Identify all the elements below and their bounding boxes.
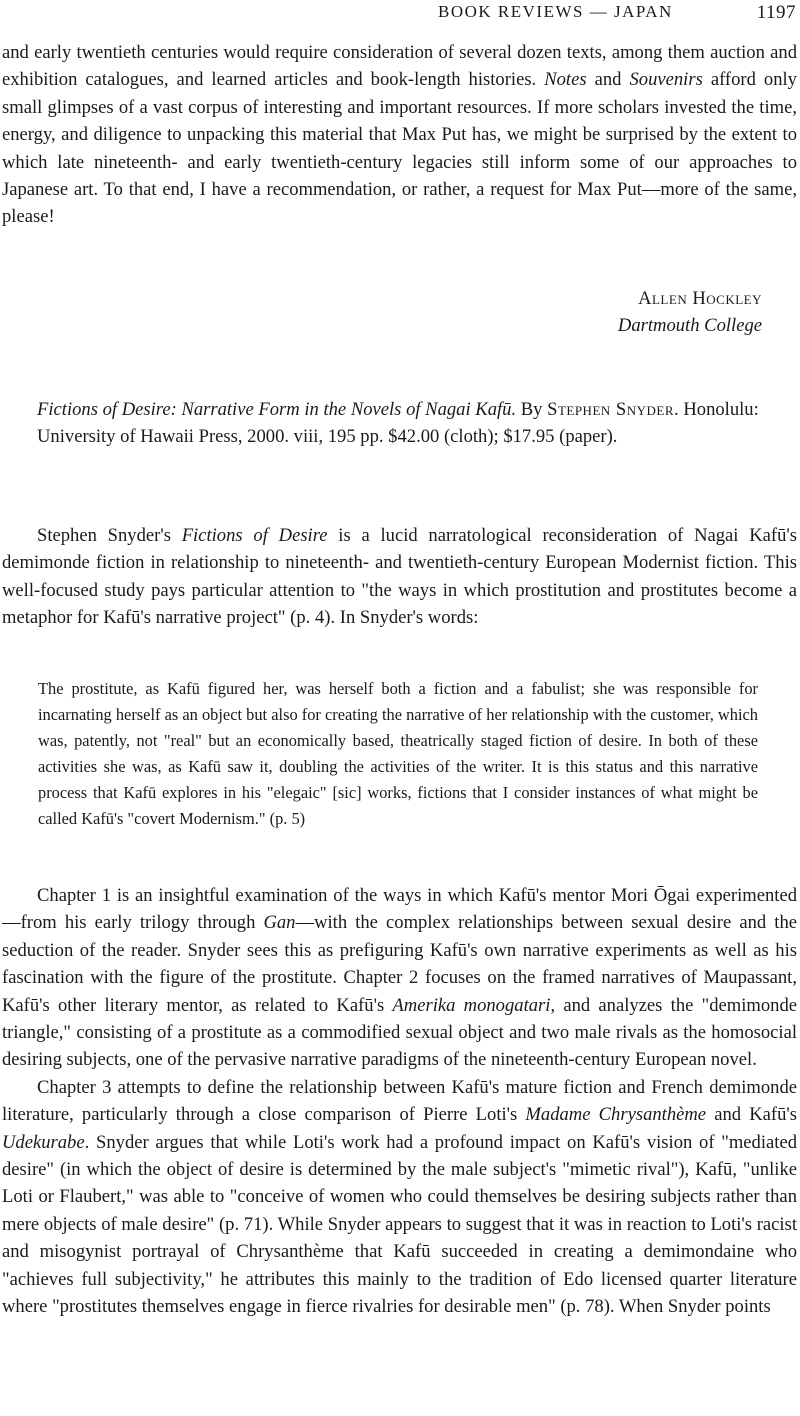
review1-closing-paragraph xyxy=(2,39,797,231)
book-author: Stephen Snyder xyxy=(547,399,675,420)
work-title-udekurabe: Udekurabe xyxy=(2,1131,85,1153)
review2-text: is a lucid narratological reconsideration of Nagai Kafū's demimonde fiction in relationship to nineteenth- and twentieth-century European Modernist fiction. This well-focused study pays particular attention to "the ways in which prostitution and prostitutes become a metaphor for Kafū's narrative project" (p. 4). In Snyder's words: xyxy=(2,525,797,629)
review2-body xyxy=(2,882,797,1321)
review2-text: —with the complex relationships between sexual desire and the seduction of the reader. Snyder sees this as prefiguring Kafū's own narrative experiments as well as his fascination with the figure of the prostitute. Chapter 2 focuses on the framed narratives of Maupassant, Kafū's other literary mentor, as related to Kafū's xyxy=(2,912,797,1016)
book-title: Fictions of Desire: Narrative Form in the Novels of Nagai Kafū. xyxy=(37,399,517,420)
running-header xyxy=(380,2,796,28)
review2-text: and Kafū's xyxy=(706,1104,797,1126)
book-title-inline: Fictions of Desire xyxy=(181,525,328,546)
work-title-madame: Madame Chrysanthème xyxy=(525,1104,707,1126)
review2-text: . Snyder argues that while Loti's work had a profound impact on Kafū's vision of "mediated desire" (in which the object of desire is determined by the male subject's "mimetic rival"), Kafū, "unlike Loti or Flaubert," was able to "conceive of women who could themselves be desiring subjects rather than mere objects of male desire" (p. 71). While Snyder appears to suggest that it was in reaction to Loti's racist and misogynist portrayal of Chrysanthème that Kafū succeeded in creating a demimondaine who "achieves full subjectivity," he attributes this mainly to the tradition of Edo licensed quarter literature where "prostitutes themselves engage in fierce rivalries for desirable men" (p. 78). When Snyder points xyxy=(2,1131,797,1318)
review2-text: , and analyzes the "demimonde triangle," consisting of a prostitute as a commodified sexual object and two male rivals as the homosocial desiring subjects, one of the pervasive narrative paradigms of the nineteenth-century European novel. xyxy=(2,994,797,1071)
review2-text: Chapter 1 is an insightful examination of the ways in which Kafū's mentor Mori Ōgai experimented—from his early trilogy through xyxy=(2,885,797,934)
reviewer-signature xyxy=(618,285,762,339)
book-title-notes: Notes xyxy=(544,69,587,91)
running-head: BOOK REVIEWS — JAPAN xyxy=(438,2,673,21)
paragraph-chapter-3 xyxy=(2,1074,797,1321)
review1-text: and early twentieth centuries would require consideration of several dozen texts, among them auction and exhibition catalogues, and learned articles and book-length histories. xyxy=(2,42,797,91)
book-title-souvenirs: Souvenirs xyxy=(629,69,703,91)
book-by: By xyxy=(516,399,548,420)
review1-text: afford only small glimpses of a vast corpus of interesting and important resources. If more scholars invested the time, energy, and diligence to unpacking this material that Max Put has, we might be surprised by the extent to which late nineteenth- and early twentieth-century legacies still inform some of our approaches to Japanese art. To that end, I have a recommendation, or rather, a request for Max Put—more of the same, please! xyxy=(2,69,797,228)
block-quote: The prostitute, as Kafū figured her, was herself both a fiction and a fabulist; she was responsible for incarnating herself as an object but also for creating the narrative of her relationship with the customer, which was, patently, not "real" but an economically based, theatrically staged fiction of desire. In both of these activities she was, as Kafū saw it, doubling the activities of the writer. It is this status and this narrative process that Kafū explores in his "elegaic" [sic] works, fictions that I consider instances of what might be called Kafū's "covert Modernism." (p. 5) xyxy=(38,679,758,828)
page-number: 1197 xyxy=(756,2,796,23)
review2-text: Stephen Snyder's xyxy=(37,525,182,546)
review2-intro xyxy=(2,522,797,632)
book-publication: . Honolulu: University of Hawaii Press, 2000. viii, 195 pp. $42.00 (cloth); $17.95 (paper). xyxy=(37,399,759,447)
review1-text: and xyxy=(586,69,630,91)
reviewer-affiliation: Dartmouth College xyxy=(617,315,762,336)
work-title-gan: Gan xyxy=(263,912,296,934)
work-title-amerika: Amerika monogatari xyxy=(392,994,551,1016)
reviewer-name: Allen Hockley xyxy=(638,288,762,309)
review2-text: Chapter 3 attempts to define the relationship between Kafū's mature fiction and French demimonde literature, particularly through a close comparison of Pierre Loti's xyxy=(2,1076,797,1126)
book-entry xyxy=(37,396,772,450)
paragraph-chapter-1-2 xyxy=(2,882,797,1074)
